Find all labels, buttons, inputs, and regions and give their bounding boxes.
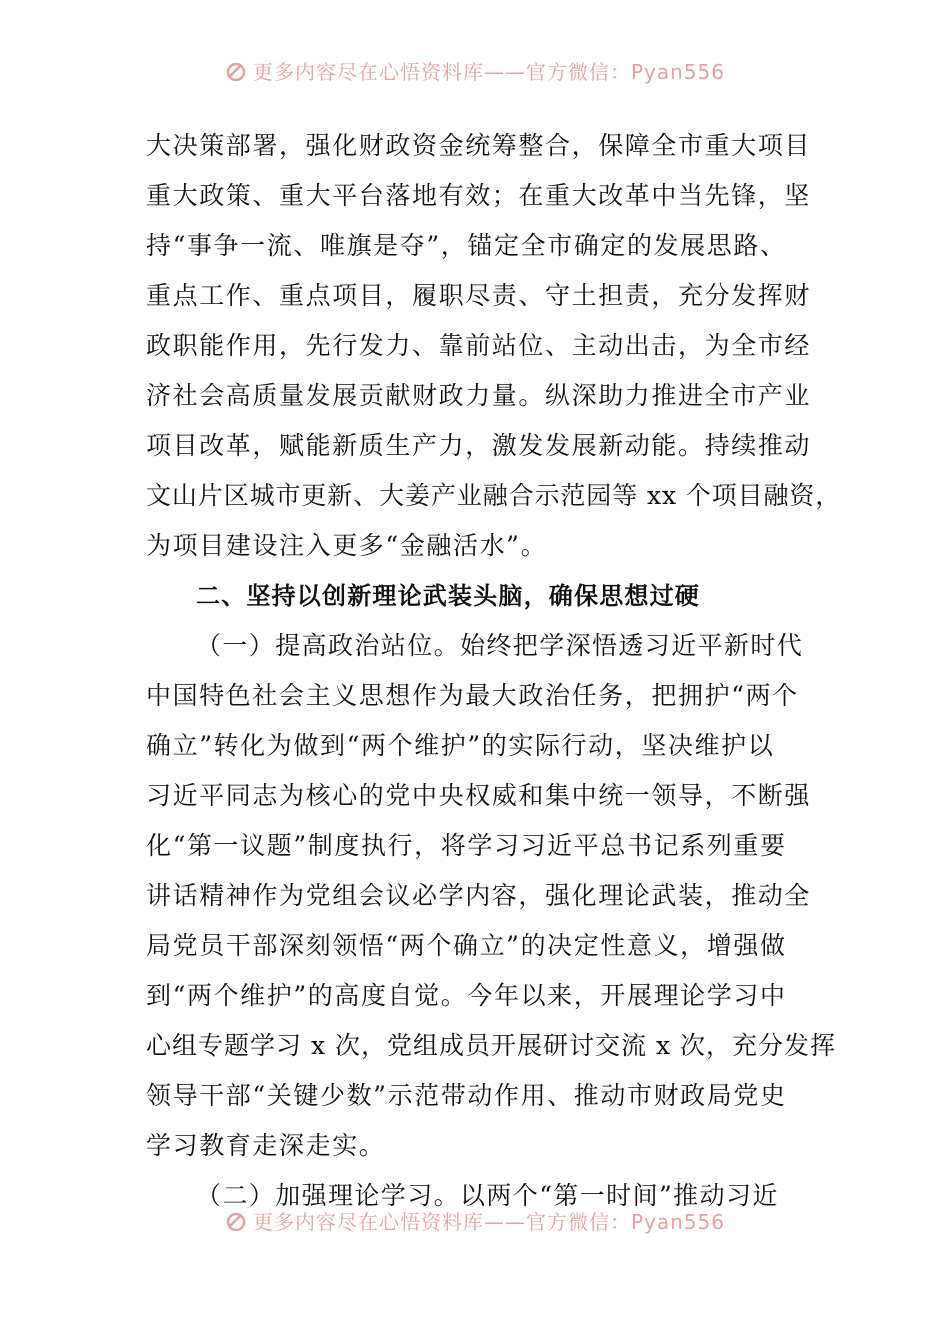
paragraph-line: 持“事争一流、唯旗是夺”，锚定全市确定的发展思路、 — [146, 231, 787, 260]
subsection-lead-line: （二）加强理论学习。以两个“第一时间”推动习近 — [196, 1181, 779, 1210]
paragraph-line: 济社会高质量发展贡献财政力量。纵深助力推进全市产业 — [146, 381, 812, 410]
watermark-footer — [0, 1206, 950, 1236]
paragraph-line: 领导干部“关键少数”示范带动作用、推动市财政局党史 — [146, 1081, 787, 1110]
watermark-header — [0, 56, 950, 86]
brand-logo-icon — [225, 61, 247, 83]
subsection-lead-line: （一）提高政治站位。始终把学深悟透习近平新时代 — [196, 631, 804, 660]
paragraph-line: 化“第一议题”制度执行，将学习习近平总书记系列重要 — [146, 831, 787, 860]
paragraph-line: 项目改革，赋能新质生产力，激发发展新动能。持续推动 — [146, 431, 812, 460]
paragraph-line: 重点工作、重点项目，履职尽责、守土担责，充分发挥财 — [146, 281, 812, 310]
paragraph-line: 心组专题学习 x 次，党组成员开展研讨交流 x 次，充分发挥 — [146, 1031, 836, 1060]
paragraph-line: 大决策部署，强化财政资金统筹整合，保障全市重大项目 — [146, 131, 812, 160]
brand-logo-icon — [225, 1211, 247, 1233]
paragraph-line: 为项目建设注入更多“金融活水”。 — [146, 531, 548, 560]
section-heading: 二、坚持以创新理论武装头脑，确保思想过硬 — [196, 582, 700, 610]
watermark-text: 更多内容尽在心悟资料库——官方微信：Pyan556 — [252, 60, 725, 84]
paragraph-line: 确立”转化为做到“两个维护”的实际行动，坚决维护以 — [146, 731, 775, 760]
paragraph-line: 到“两个维护”的高度自觉。今年以来，开展理论学习中 — [146, 981, 787, 1010]
paragraph-line: 学习教育走深走实。 — [146, 1131, 386, 1160]
paragraph-line: 文山片区城市更新、大姜产业融合示范园等 xx 个项目融资， — [146, 481, 842, 510]
paragraph-line: 中国特色社会主义思想作为最大政治任务，把拥护“两个 — [146, 681, 799, 710]
paragraph-line: 讲话精神作为党组会议必学内容，强化理论武装，推动全 — [146, 881, 812, 910]
paragraph-line: 局党员干部深刻领悟“两个确立”的决定性意义，增强做 — [146, 931, 787, 960]
watermark-text: 更多内容尽在心悟资料库——官方微信：Pyan556 — [252, 1210, 725, 1234]
paragraph-line: 政职能作用，先行发力、靠前站位、主动出击，为全市经 — [146, 331, 812, 360]
paragraph-line: 习近平同志为核心的党中央权威和集中统一领导，不断强 — [146, 781, 812, 810]
paragraph-line: 重大政策、重大平台落地有效；在重大改革中当先锋，坚 — [146, 181, 812, 210]
